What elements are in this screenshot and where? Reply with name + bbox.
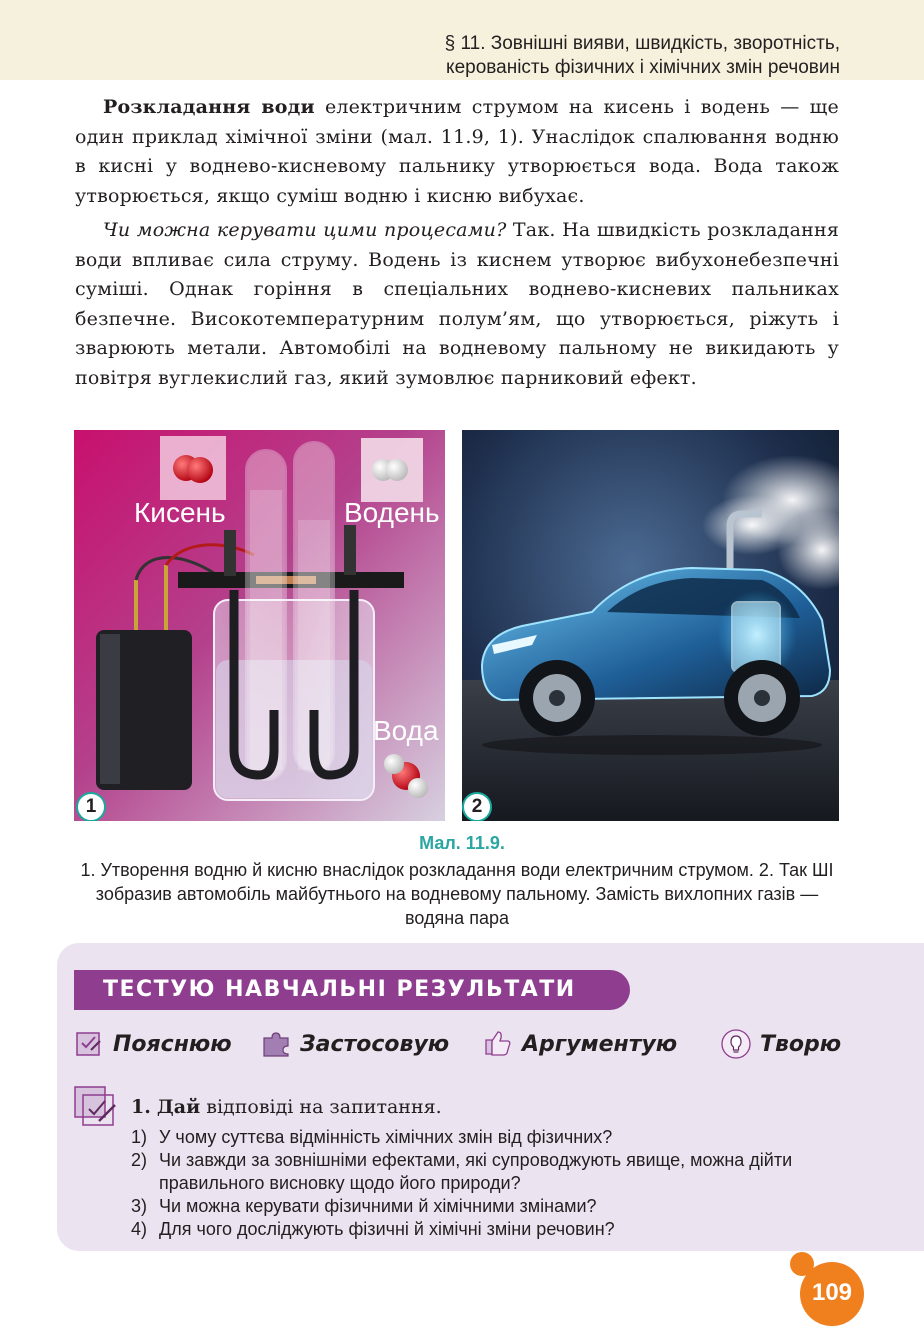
question-item [131,1126,843,1149]
question-item [131,1149,843,1195]
task-1-text: відповіді на запитання. [200,1096,442,1118]
hydrogen-car-photo [462,430,839,821]
thumb-icon [482,1028,514,1060]
question-control: Чи можна керувати цими процесами? [103,219,507,241]
task-1-title [131,1096,442,1118]
electrolysis-photo [74,430,445,821]
question-number: 3) [131,1196,148,1216]
running-header [240,32,840,80]
running-header-line-2: керованість фізичних і хімічних змін речовин [446,57,840,78]
photo-1-badge: 1 [76,792,106,821]
question-item [131,1195,843,1218]
question-text: У чому суттєва відмінність хімічних змін від фізичних? [159,1127,613,1147]
task-1-verb: Дай [156,1096,201,1118]
label-water: Вода [373,715,439,746]
paragraph-2-text: Так. На швидкість розкладання води впливає сила струму. Водень із киснем утворює вибухонебезпечні суміші. Однак горіння в спеціальних воднево-кисневих пальниках безпечне. Високотемпературним полум’ям, що утворюється, ріжуть і зварюють метали. Автомобілі на водневому пальному не викидають у повітря вуглекислий газ, який зумовлює парниковий ефект. [75,219,840,389]
skill-argue [482,1027,677,1061]
task-checklist-icon [73,1085,119,1129]
skill-label: Творю [760,1031,842,1057]
question-text: Чи завжди за зовнішніми ефектами, які супроводжують явище, можна дійти правильного висновку щодо його природи? [159,1150,793,1193]
page-number: 109 [811,1279,853,1306]
skill-apply [260,1027,449,1061]
paragraph-decomposition [75,93,839,211]
question-number: 4) [131,1219,148,1239]
checklist-icon [73,1028,105,1060]
skill-label: Аргументую [522,1031,678,1057]
paragraph-1-text: електричним струмом на кисень і водень — ще один приклад хімічної зміни (мал. 11.9, 1). Унаслідок спалювання водню в кисні у воднево-кисневому пальнику утворюється вода. Вода також утворюється, якщо суміш водню і кисню вибухає. [75,96,839,207]
skill-label: Застосовую [300,1031,450,1057]
skill-create [720,1027,841,1061]
test-heading: ТЕСТУЮ НАВЧАЛЬНІ РЕЗУЛЬТАТИ [103,977,576,1002]
question-list [131,1126,843,1241]
question-text: Чи можна керувати фізичними й хімічними змінами? [159,1196,597,1216]
lightbulb-icon [720,1028,752,1060]
question-number: 1) [131,1127,148,1147]
question-item [131,1218,843,1241]
label-oxygen: Кисень [134,497,226,528]
figure-caption-title: Мал. 11.9. [419,833,505,853]
task-1-number: 1. [131,1096,151,1118]
skill-explain [73,1027,232,1061]
running-header-line-1: § 11. Зовнішні вияви, швидкість, зворотність, [444,33,840,54]
figure-caption-text: 1. Утворення водню й кисню внаслідок розкладання води електричним струмом. 2. Так ШІ зобразив автомобіль майбутнього на водневому пальному. Замість вихлопних газів — водяна пара [80,860,834,928]
term-decomposition: Розкладання води [103,96,315,118]
question-text: Для чого досліджують фізичні й хімічні зміни речовин? [159,1219,615,1239]
skill-label: Пояснюю [113,1031,232,1057]
puzzle-icon [260,1028,292,1060]
photo-2-badge: 2 [462,792,492,821]
label-hydrogen: Водень [344,497,440,528]
question-number: 2) [131,1150,148,1170]
paragraph-control [75,216,839,393]
